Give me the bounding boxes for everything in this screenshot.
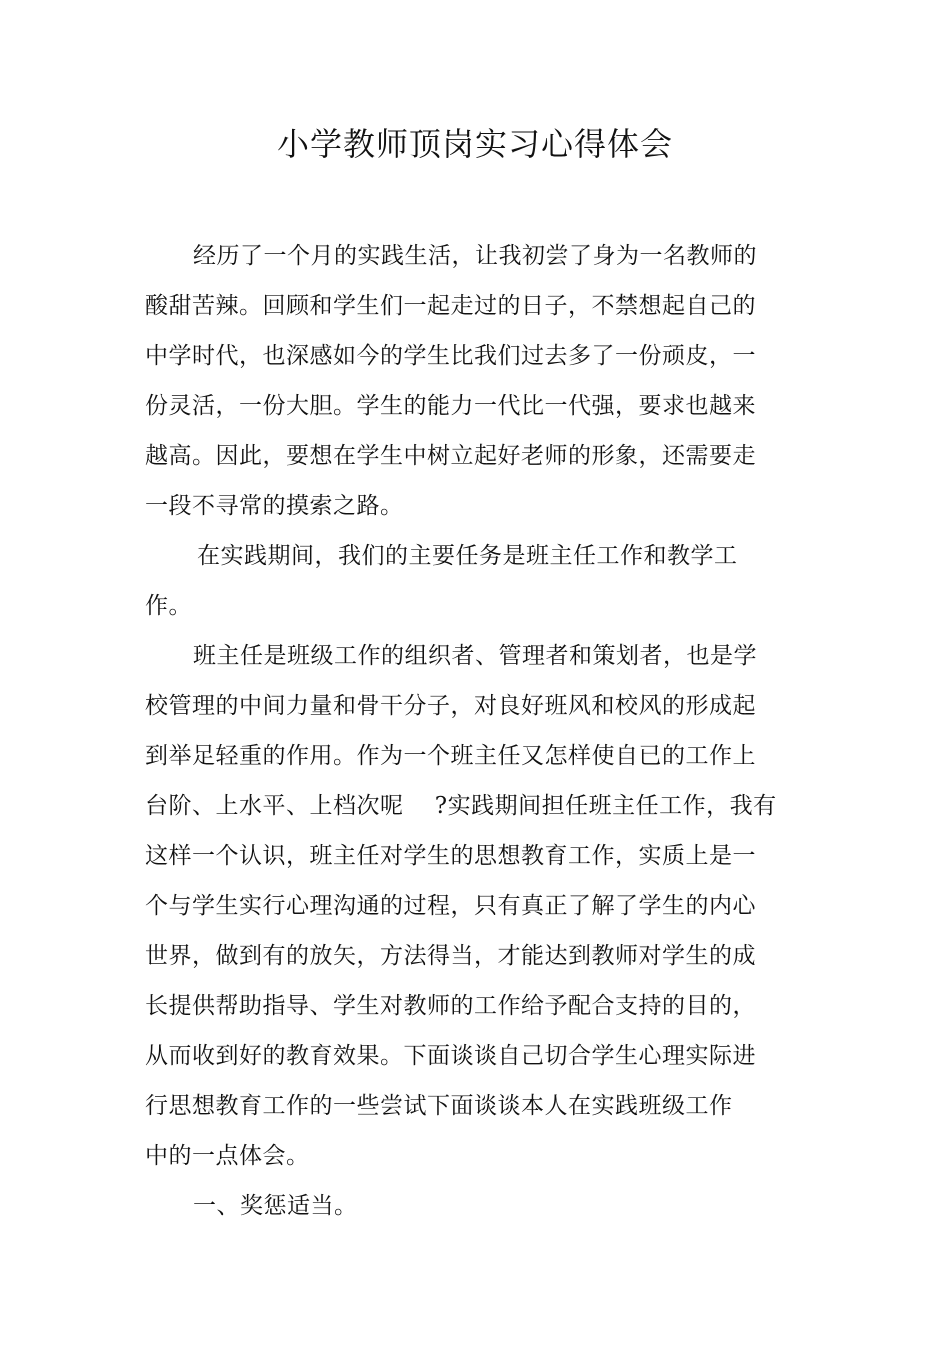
paragraph-line: 作。 <box>145 593 192 619</box>
paragraph-line: 到举足轻重的作用。作为一个班主任又怎样使自已的工作上 <box>145 743 756 769</box>
paragraph-line: 校管理的中间力量和骨干分子，对良好班风和校风的形成起 <box>145 693 756 719</box>
paragraph-line: 世界，做到有的放矢，方法得当，才能达到教师对学生的成 <box>145 943 756 969</box>
paragraph-line: 酸甜苦辣。回顾和学生们一起走过的日子，不禁想起自己的 <box>145 293 756 319</box>
paragraph-line: 经历了一个月的实践生活，让我初尝了身为一名教师的 <box>193 243 757 269</box>
paragraph-line: 长提供帮助指导、学生对教师的工作给予配合支持的目的， <box>145 993 756 1019</box>
paragraph-line: 在实践期间，我们的主要任务是班主任工作和教学工 <box>197 543 738 569</box>
paragraph-line: 中学时代，也深感如今的学生比我们过去多了一份顽皮，一 <box>145 343 756 369</box>
paragraph-line: 中的一点体会。 <box>145 1143 310 1169</box>
paragraph-line: 个与学生实行心理沟通的过程，只有真正了解了学生的内心 <box>145 893 756 919</box>
paragraph-line: 班主任是班级工作的组织者、管理者和策划者，也是学 <box>193 643 757 669</box>
paragraph-line: 份灵活，一份大胆。学生的能力一代比一代强，要求也越来 <box>145 393 756 419</box>
paragraph-line: 行思想教育工作的一些尝试下面谈谈本人在实践班级工作 <box>145 1093 733 1119</box>
paragraph-line: 台阶、上水平、上档次呢 ?实践期间担任班主任工作，我有 <box>145 793 777 819</box>
document-title: 小学教师顶岗实习心得体会 <box>276 125 673 163</box>
paragraph-line: 越高。因此，要想在学生中树立起好老师的形象，还需要走 <box>145 443 756 469</box>
paragraph-line: 这样一个认识，班主任对学生的思想教育工作，实质上是一 <box>145 843 756 869</box>
section-heading: 一、奖惩适当。 <box>193 1193 358 1219</box>
paragraph-line: 一段不寻常的摸索之路。 <box>145 493 404 519</box>
paragraph-line: 从而收到好的教育效果。下面谈谈自己切合学生心理实际进 <box>145 1043 756 1069</box>
